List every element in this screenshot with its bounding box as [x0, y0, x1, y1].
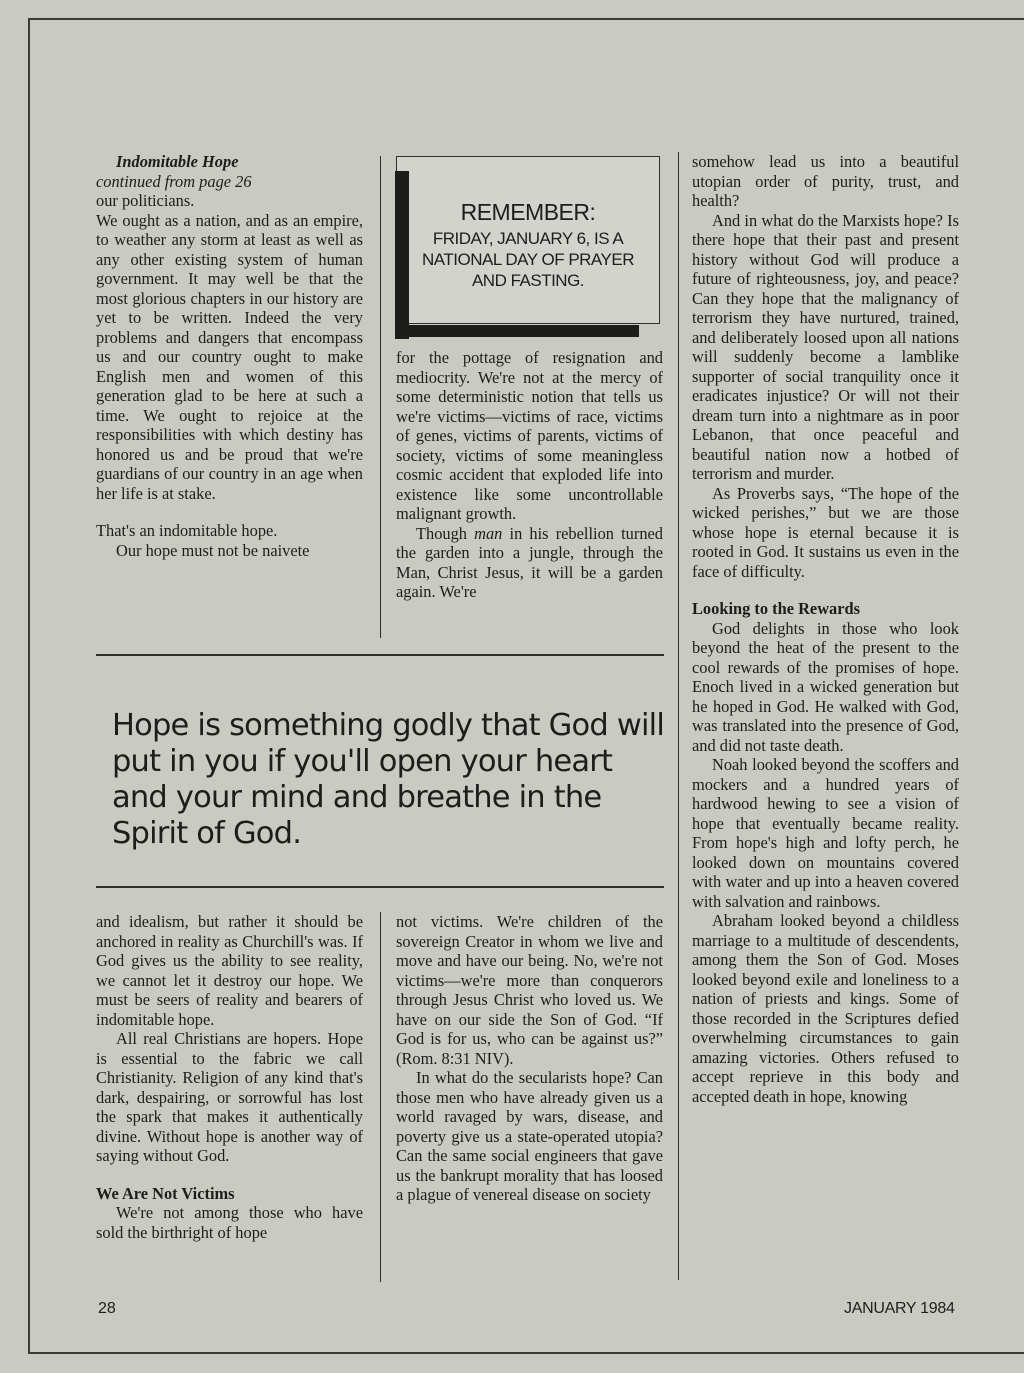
column-1-top [96, 152, 363, 560]
paragraph: We ought as a nation, and as an empire, to weather any storm at least as well as any other existing system of human government. It may well be that the most glorious chapters in our history are yet to be written. Indeed the very problems and dangers that encompass us and our country ought to make English men and women of this generation glad to be here at such a time. We ought to rejoice at the responsibilities with which destiny has honored us and be proud that we're guardians of our country in an age when her life is at stake. [96, 210, 363, 503]
column-2-top [396, 348, 663, 602]
paragraph: and idealism, but rather it should be anchored in reality as Churchill's was. If God gives us the ability to see reality, we cannot let it destroy our hope. We must be seers of reality and bearers of indomitable hope. [96, 912, 363, 1029]
paragraph: Our hope must not be naivete [116, 540, 310, 560]
text-run: Though [416, 523, 475, 543]
pullquote-rule-top [96, 654, 664, 656]
callout-headline: REMEMBER: [460, 199, 596, 225]
paragraph: All real Christians are hopers. Hope is essential to the fabric we call Christianity. Religion of any kind that's dark, despairing, or sorrowful has lost the spark that makes it authentically divine. Without hope is another way of saying without God. [96, 1029, 363, 1165]
section-heading: Looking to the Rewards [692, 599, 861, 618]
continued-line [96, 152, 363, 191]
paragraph: somehow lead us into a beautiful utopian order of purity, trust, and health? [692, 152, 959, 210]
paragraph: Noah looked beyond the scoffers and mockers and a hundred years of hardwood hewing to see a vision of hope that eventually became reality. From hope's high and lofty perch, he looked down on mountains covered with water and up into a heaven covered with salvation and rainbows. [692, 755, 959, 911]
callout-shadow [395, 325, 639, 337]
pullquote-rule-bottom [96, 886, 664, 888]
column-rule [380, 912, 381, 1282]
paragraph [396, 524, 663, 602]
paragraph: God delights in those who look beyond the heat of the present to the cool rewards of the promises of hope. Enoch lived in a wicked generation but he hoped in God. He walked with God, was translated into the presence of God, and did not taste death. [692, 618, 959, 755]
column-rule [678, 152, 679, 1280]
section-heading: We Are Not Victims [96, 1183, 235, 1203]
paragraph: We're not among those who have sold the birthright of hope [96, 1203, 363, 1242]
callout-text: FRIDAY, JANUARY 6, IS A NATIONAL DAY OF PRAYER AND FASTING. [422, 229, 634, 290]
paragraph: And in what do the Marxists hope? Is there hope that their past and present history without God will produce a future of righteousness, joy, and peace? Can they hope that the malignancy of terrorism they have nurtured, trained, and deliberately loosed upon all nations will suddenly become a lamblike supporter of social tranquility once it eradicates injustice? Or will not their dream turn into a nightmare as in poor Lebanon, that once peaceful and beautiful nation now a hotbed of terrorism and murder. [692, 210, 959, 483]
paragraph: Abraham looked beyond a childless marriage to a multitude of descendents, among them the Son of God. Moses looked beyond exile and loneliness to a nation of priests and kings. Some of those recorded in the Scriptures defied overwhelming circumstances to gain amazing victories. Others refused to accept reprieve in this body and accepted death in hope, knowing [692, 911, 959, 1106]
column-1-bottom [96, 912, 363, 1242]
text-run: in his rebellion turned the garden into a jungle, through the Man, Christ Jesus, it will be a garden again. We're [396, 523, 663, 601]
paragraph: for the pottage of resignation and mediocrity. We're not at the mercy of some deterministic notion that tells us we're victims—victims of race, victims of genes, victims of parents, victims of society, victims of some meaningless cosmic accident that exploded life into existence like some uncontrollable malignant growth. [396, 348, 663, 523]
continued-title: Indomitable Hope [116, 152, 239, 171]
column-rule [380, 156, 381, 638]
callout-box [396, 156, 660, 324]
page-number: 28 [98, 1300, 116, 1317]
paragraph: our politicians. [96, 191, 195, 210]
column-2-bottom [396, 912, 663, 1205]
issue-date: JANUARY 1984 [844, 1300, 955, 1317]
paragraph: In what do the secularists hope? Can those men who have already given us a world ravaged by wars, disease, and poverty give us a state-operated utopia? Can the same social engineers that gave us the bankrupt morality that has loosed a plague of venereal disease on society [396, 1068, 663, 1204]
paragraph: As Proverbs says, “The hope of the wicked perishes,” but we are those whose hope is eternal because it is rooted in God. It sustains us even in the face of difficulty. [692, 483, 959, 581]
column-3 [692, 152, 959, 1106]
emphasis: man [474, 523, 503, 543]
pull-quote: Hope is something godly that God will put in you if you'll open your heart and your mind and breathe in the Spirit of God. [112, 708, 665, 851]
paragraph: not victims. We're children of the sovereign Creator in whom we live and move and have our being. No, we're not victims—we're more than conquerors through Jesus Christ who loved us. We have on our side the Son of God. “If God is for us, who can be against us?” (Rom. 8:31 NIV). [396, 912, 663, 1068]
paragraph: That's an indomitable hope. [96, 521, 278, 540]
continued-note: continued from page 26 [96, 171, 252, 191]
